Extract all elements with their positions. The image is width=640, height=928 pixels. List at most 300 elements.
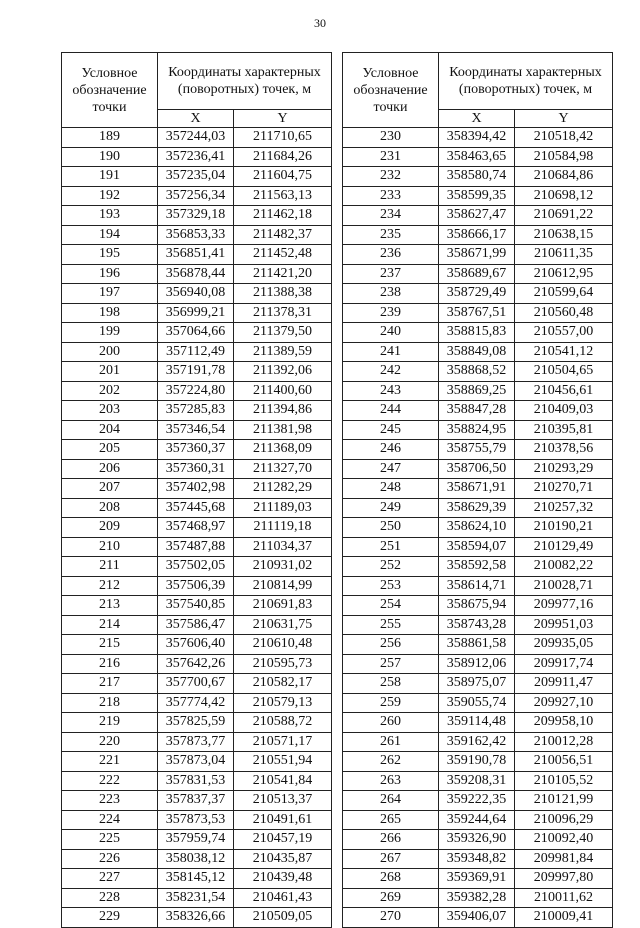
point-id-cell: 270 [343, 908, 439, 928]
point-id-cell: 214 [62, 615, 158, 635]
y-coordinate-cell: 210439,48 [234, 869, 332, 889]
x-coordinate-cell: 359406,07 [439, 908, 515, 928]
y-coordinate-cell: 210584,98 [515, 147, 613, 167]
x-coordinate-cell: 358666,17 [439, 225, 515, 245]
point-id-cell: 208 [62, 498, 158, 518]
table-row [62, 635, 332, 655]
point-id-cell: 261 [343, 732, 439, 752]
y-coordinate-cell: 209917,74 [515, 654, 613, 674]
point-id-cell: 249 [343, 498, 439, 518]
x-header: X [439, 110, 515, 128]
x-coordinate-cell: 359162,42 [439, 732, 515, 752]
y-coordinate-cell: 211452,48 [234, 245, 332, 265]
table-row [343, 264, 613, 284]
table-row [343, 830, 613, 850]
x-coordinate-cell: 357586,47 [158, 615, 234, 635]
y-coordinate-cell: 209935,05 [515, 635, 613, 655]
y-coordinate-cell: 210610,48 [234, 635, 332, 655]
x-coordinate-cell: 358614,71 [439, 576, 515, 596]
point-id-cell: 215 [62, 635, 158, 655]
table-row [62, 186, 332, 206]
point-id-cell: 213 [62, 596, 158, 616]
point-id-cell: 205 [62, 440, 158, 460]
x-coordinate-cell: 357468,97 [158, 518, 234, 538]
coordinates-table-right [342, 52, 613, 928]
x-coordinate-cell: 357825,59 [158, 713, 234, 733]
x-coordinate-cell: 358629,39 [439, 498, 515, 518]
y-coordinate-cell: 210691,83 [234, 596, 332, 616]
x-coordinate-cell: 357540,85 [158, 596, 234, 616]
x-coordinate-cell: 359222,35 [439, 791, 515, 811]
y-coordinate-cell: 210631,75 [234, 615, 332, 635]
x-coordinate-cell: 358861,58 [439, 635, 515, 655]
table-row [62, 264, 332, 284]
x-coordinate-cell: 357191,78 [158, 362, 234, 382]
y-coordinate-cell: 210595,73 [234, 654, 332, 674]
x-coordinate-cell: 357285,83 [158, 401, 234, 421]
point-id-cell: 230 [343, 128, 439, 148]
x-coordinate-cell: 357360,37 [158, 440, 234, 460]
table-row [62, 537, 332, 557]
table-row [343, 459, 613, 479]
table-row [343, 245, 613, 265]
table-row [343, 576, 613, 596]
x-coordinate-cell: 357873,04 [158, 752, 234, 772]
point-id-cell: 252 [343, 557, 439, 577]
point-id-cell: 192 [62, 186, 158, 206]
y-coordinate-cell: 210504,65 [515, 362, 613, 382]
x-coordinate-cell: 357642,26 [158, 654, 234, 674]
point-id-cell: 194 [62, 225, 158, 245]
y-coordinate-cell: 210395,81 [515, 420, 613, 440]
x-coordinate-cell: 357774,42 [158, 693, 234, 713]
table-row [343, 225, 613, 245]
table-row [62, 752, 332, 772]
x-coordinate-cell: 357873,77 [158, 732, 234, 752]
table-row [62, 225, 332, 245]
point-id-cell: 196 [62, 264, 158, 284]
x-coordinate-cell: 358743,28 [439, 615, 515, 635]
y-coordinate-cell: 211388,38 [234, 284, 332, 304]
x-coordinate-cell: 357360,31 [158, 459, 234, 479]
y-coordinate-cell: 210257,32 [515, 498, 613, 518]
table-row [62, 401, 332, 421]
x-coordinate-cell: 358975,07 [439, 674, 515, 694]
y-coordinate-cell: 210456,61 [515, 381, 613, 401]
point-id-cell: 199 [62, 323, 158, 343]
y-coordinate-cell: 211327,70 [234, 459, 332, 479]
table-row [62, 713, 332, 733]
table-row [343, 498, 613, 518]
point-id-cell: 237 [343, 264, 439, 284]
point-id-cell: 191 [62, 167, 158, 187]
y-coordinate-cell: 211421,20 [234, 264, 332, 284]
point-id-cell: 251 [343, 537, 439, 557]
table-row [62, 362, 332, 382]
y-coordinate-cell: 210121,99 [515, 791, 613, 811]
y-coordinate-cell: 210491,61 [234, 810, 332, 830]
y-coordinate-cell: 210461,43 [234, 888, 332, 908]
point-id-cell: 245 [343, 420, 439, 440]
x-coordinate-cell: 358671,99 [439, 245, 515, 265]
table-row [62, 342, 332, 362]
x-coordinate-cell: 357329,18 [158, 206, 234, 226]
y-coordinate-cell: 211034,37 [234, 537, 332, 557]
table-row [343, 284, 613, 304]
point-id-cell: 195 [62, 245, 158, 265]
x-coordinate-cell: 357236,41 [158, 147, 234, 167]
x-coordinate-cell: 358912,06 [439, 654, 515, 674]
table-body-left [62, 128, 332, 928]
point-id-cell: 217 [62, 674, 158, 694]
point-id-cell: 243 [343, 381, 439, 401]
table-row [343, 791, 613, 811]
x-coordinate-cell: 358847,28 [439, 401, 515, 421]
table-row [343, 323, 613, 343]
y-coordinate-cell: 210190,21 [515, 518, 613, 538]
table-row [343, 908, 613, 928]
y-coordinate-cell: 210698,12 [515, 186, 613, 206]
y-coordinate-cell: 210457,19 [234, 830, 332, 850]
y-coordinate-cell: 210638,15 [515, 225, 613, 245]
x-coordinate-cell: 357064,66 [158, 323, 234, 343]
table-row [62, 615, 332, 635]
table-row [62, 459, 332, 479]
point-id-cell: 232 [343, 167, 439, 187]
table-row [343, 440, 613, 460]
y-coordinate-cell: 211462,18 [234, 206, 332, 226]
y-coordinate-cell: 211282,29 [234, 479, 332, 499]
y-coordinate-cell: 210541,12 [515, 342, 613, 362]
x-coordinate-cell: 356999,21 [158, 303, 234, 323]
point-id-cell: 197 [62, 284, 158, 304]
point-id-cell: 236 [343, 245, 439, 265]
point-id-cell: 207 [62, 479, 158, 499]
table-row [343, 303, 613, 323]
x-coordinate-cell: 358671,91 [439, 479, 515, 499]
point-id-cell: 190 [62, 147, 158, 167]
point-id-cell: 247 [343, 459, 439, 479]
point-id-cell: 231 [343, 147, 439, 167]
x-coordinate-cell: 357873,53 [158, 810, 234, 830]
point-id-cell: 244 [343, 401, 439, 421]
table-row [62, 693, 332, 713]
table-row [343, 186, 613, 206]
table-row [343, 615, 613, 635]
table-row [343, 342, 613, 362]
table-row [343, 206, 613, 226]
coordinates-header: Координаты характерных (поворотных) точек, м [439, 53, 613, 110]
x-coordinate-cell: 358394,42 [439, 128, 515, 148]
x-coordinate-cell: 359369,91 [439, 869, 515, 889]
x-coordinate-cell: 358145,12 [158, 869, 234, 889]
y-coordinate-cell: 210092,40 [515, 830, 613, 850]
x-coordinate-cell: 357244,03 [158, 128, 234, 148]
x-coordinate-cell: 358463,65 [439, 147, 515, 167]
point-id-cell: 238 [343, 284, 439, 304]
table-row [343, 849, 613, 869]
y-coordinate-cell: 209927,10 [515, 693, 613, 713]
table-row [343, 537, 613, 557]
coordinates-table-left [61, 52, 332, 928]
table-row [343, 518, 613, 538]
point-id-cell: 225 [62, 830, 158, 850]
table-row [62, 830, 332, 850]
x-coordinate-cell: 358599,35 [439, 186, 515, 206]
y-coordinate-cell: 211378,31 [234, 303, 332, 323]
x-coordinate-cell: 357837,37 [158, 791, 234, 811]
y-coordinate-cell: 210270,71 [515, 479, 613, 499]
y-coordinate-cell: 210691,22 [515, 206, 613, 226]
x-coordinate-cell: 357402,98 [158, 479, 234, 499]
x-coordinate-cell: 358815,83 [439, 323, 515, 343]
point-name-header: Условное обозначение точки [343, 53, 439, 128]
x-coordinate-cell: 358689,67 [439, 264, 515, 284]
table-row [343, 732, 613, 752]
table-row [62, 732, 332, 752]
y-coordinate-cell: 211119,18 [234, 518, 332, 538]
table-row [62, 518, 332, 538]
point-id-cell: 221 [62, 752, 158, 772]
table-row [62, 654, 332, 674]
table-row [62, 420, 332, 440]
y-coordinate-cell: 211381,98 [234, 420, 332, 440]
y-coordinate-cell: 211482,37 [234, 225, 332, 245]
point-id-cell: 220 [62, 732, 158, 752]
table-row [343, 401, 613, 421]
x-coordinate-cell: 358594,07 [439, 537, 515, 557]
y-coordinate-cell: 211563,13 [234, 186, 332, 206]
y-coordinate-cell: 210513,37 [234, 791, 332, 811]
x-coordinate-cell: 357506,39 [158, 576, 234, 596]
y-coordinate-cell: 211189,03 [234, 498, 332, 518]
table-row [62, 576, 332, 596]
point-id-cell: 262 [343, 752, 439, 772]
point-id-cell: 239 [343, 303, 439, 323]
y-coordinate-cell: 210009,41 [515, 908, 613, 928]
y-coordinate-cell: 210551,94 [234, 752, 332, 772]
point-id-cell: 260 [343, 713, 439, 733]
table-row [343, 693, 613, 713]
table-row [343, 167, 613, 187]
point-id-cell: 223 [62, 791, 158, 811]
point-id-cell: 202 [62, 381, 158, 401]
y-coordinate-cell: 210582,17 [234, 674, 332, 694]
x-header: X [158, 110, 234, 128]
y-coordinate-cell: 209911,47 [515, 674, 613, 694]
x-coordinate-cell: 358824,95 [439, 420, 515, 440]
point-id-cell: 266 [343, 830, 439, 850]
point-id-cell: 212 [62, 576, 158, 596]
y-coordinate-cell: 210588,72 [234, 713, 332, 733]
x-coordinate-cell: 357445,68 [158, 498, 234, 518]
point-id-cell: 269 [343, 888, 439, 908]
y-coordinate-cell: 210509,05 [234, 908, 332, 928]
table-row [62, 849, 332, 869]
table-row [343, 362, 613, 382]
point-id-cell: 264 [343, 791, 439, 811]
x-coordinate-cell: 356853,33 [158, 225, 234, 245]
table-row [62, 128, 332, 148]
x-coordinate-cell: 359382,28 [439, 888, 515, 908]
point-id-cell: 241 [343, 342, 439, 362]
y-coordinate-cell: 210129,49 [515, 537, 613, 557]
table-row [343, 596, 613, 616]
y-coordinate-cell: 211400,60 [234, 381, 332, 401]
point-id-cell: 206 [62, 459, 158, 479]
y-coordinate-cell: 210096,29 [515, 810, 613, 830]
table-row [62, 284, 332, 304]
table-row [343, 810, 613, 830]
table-row [343, 713, 613, 733]
point-id-cell: 228 [62, 888, 158, 908]
point-id-cell: 267 [343, 849, 439, 869]
x-coordinate-cell: 357502,05 [158, 557, 234, 577]
x-coordinate-cell: 357606,40 [158, 635, 234, 655]
table-row [62, 791, 332, 811]
x-coordinate-cell: 358869,25 [439, 381, 515, 401]
y-coordinate-cell: 210612,95 [515, 264, 613, 284]
point-id-cell: 253 [343, 576, 439, 596]
table-row [62, 908, 332, 928]
y-coordinate-cell: 211379,50 [234, 323, 332, 343]
table-body-right [343, 128, 613, 928]
y-coordinate-cell: 210579,13 [234, 693, 332, 713]
table-row [343, 869, 613, 889]
point-id-cell: 227 [62, 869, 158, 889]
y-coordinate-cell: 209997,80 [515, 869, 613, 889]
y-coordinate-cell: 209958,10 [515, 713, 613, 733]
y-coordinate-cell: 211389,59 [234, 342, 332, 362]
table-row [62, 596, 332, 616]
point-name-header: Условное обозначение точки [62, 53, 158, 128]
point-id-cell: 242 [343, 362, 439, 382]
y-coordinate-cell: 210011,62 [515, 888, 613, 908]
x-coordinate-cell: 358231,54 [158, 888, 234, 908]
point-id-cell: 259 [343, 693, 439, 713]
y-coordinate-cell: 209977,16 [515, 596, 613, 616]
table-row [343, 635, 613, 655]
y-coordinate-cell: 211392,06 [234, 362, 332, 382]
point-id-cell: 193 [62, 206, 158, 226]
point-id-cell: 265 [343, 810, 439, 830]
y-coordinate-cell: 210814,99 [234, 576, 332, 596]
x-coordinate-cell: 359208,31 [439, 771, 515, 791]
y-coordinate-cell: 210082,22 [515, 557, 613, 577]
table-row [62, 771, 332, 791]
point-id-cell: 203 [62, 401, 158, 421]
point-id-cell: 256 [343, 635, 439, 655]
x-coordinate-cell: 357235,04 [158, 167, 234, 187]
point-id-cell: 257 [343, 654, 439, 674]
x-coordinate-cell: 358729,49 [439, 284, 515, 304]
y-coordinate-cell: 210560,48 [515, 303, 613, 323]
point-id-cell: 218 [62, 693, 158, 713]
point-id-cell: 219 [62, 713, 158, 733]
table-row [62, 810, 332, 830]
point-id-cell: 229 [62, 908, 158, 928]
x-coordinate-cell: 358038,12 [158, 849, 234, 869]
x-coordinate-cell: 359348,82 [439, 849, 515, 869]
table-row [62, 167, 332, 187]
table-row [62, 303, 332, 323]
point-id-cell: 216 [62, 654, 158, 674]
x-coordinate-cell: 359326,90 [439, 830, 515, 850]
point-id-cell: 211 [62, 557, 158, 577]
coordinates-header: Координаты характерных (поворотных) точек, м [158, 53, 332, 110]
point-id-cell: 235 [343, 225, 439, 245]
y-coordinate-cell: 210378,56 [515, 440, 613, 460]
x-coordinate-cell: 358755,79 [439, 440, 515, 460]
x-coordinate-cell: 358706,50 [439, 459, 515, 479]
point-id-cell: 234 [343, 206, 439, 226]
y-coordinate-cell: 209951,03 [515, 615, 613, 635]
x-coordinate-cell: 358580,74 [439, 167, 515, 187]
point-id-cell: 209 [62, 518, 158, 538]
y-coordinate-cell: 210028,71 [515, 576, 613, 596]
x-coordinate-cell: 357256,34 [158, 186, 234, 206]
point-id-cell: 255 [343, 615, 439, 635]
point-id-cell: 248 [343, 479, 439, 499]
point-id-cell: 240 [343, 323, 439, 343]
x-coordinate-cell: 357959,74 [158, 830, 234, 850]
x-coordinate-cell: 358767,51 [439, 303, 515, 323]
y-coordinate-cell: 210599,64 [515, 284, 613, 304]
x-coordinate-cell: 357831,53 [158, 771, 234, 791]
y-coordinate-cell: 210518,42 [515, 128, 613, 148]
table-row [62, 245, 332, 265]
point-id-cell: 254 [343, 596, 439, 616]
table-row [62, 674, 332, 694]
point-id-cell: 222 [62, 771, 158, 791]
x-coordinate-cell: 359114,48 [439, 713, 515, 733]
table-row [343, 479, 613, 499]
y-coordinate-cell: 210611,35 [515, 245, 613, 265]
table-row [343, 674, 613, 694]
table-row [343, 128, 613, 148]
x-coordinate-cell: 358849,08 [439, 342, 515, 362]
table-row [343, 771, 613, 791]
table-row [62, 479, 332, 499]
y-coordinate-cell: 210056,51 [515, 752, 613, 772]
point-id-cell: 201 [62, 362, 158, 382]
x-coordinate-cell: 359055,74 [439, 693, 515, 713]
point-id-cell: 224 [62, 810, 158, 830]
page-number: 30 [314, 16, 326, 30]
table-row [62, 381, 332, 401]
y-coordinate-cell: 210012,28 [515, 732, 613, 752]
y-coordinate-cell: 211604,75 [234, 167, 332, 187]
point-id-cell: 198 [62, 303, 158, 323]
table-row [62, 323, 332, 343]
x-coordinate-cell: 357700,67 [158, 674, 234, 694]
x-coordinate-cell: 358675,94 [439, 596, 515, 616]
y-coordinate-cell: 210409,03 [515, 401, 613, 421]
point-id-cell: 250 [343, 518, 439, 538]
y-coordinate-cell: 210571,17 [234, 732, 332, 752]
point-id-cell: 226 [62, 849, 158, 869]
y-coordinate-cell: 210931,02 [234, 557, 332, 577]
y-coordinate-cell: 211710,65 [234, 128, 332, 148]
table-row [62, 206, 332, 226]
y-coordinate-cell: 210435,87 [234, 849, 332, 869]
table-row [343, 557, 613, 577]
x-coordinate-cell: 358326,66 [158, 908, 234, 928]
y-coordinate-cell: 211684,26 [234, 147, 332, 167]
point-id-cell: 189 [62, 128, 158, 148]
y-header: Y [234, 110, 332, 128]
y-coordinate-cell: 211368,09 [234, 440, 332, 460]
